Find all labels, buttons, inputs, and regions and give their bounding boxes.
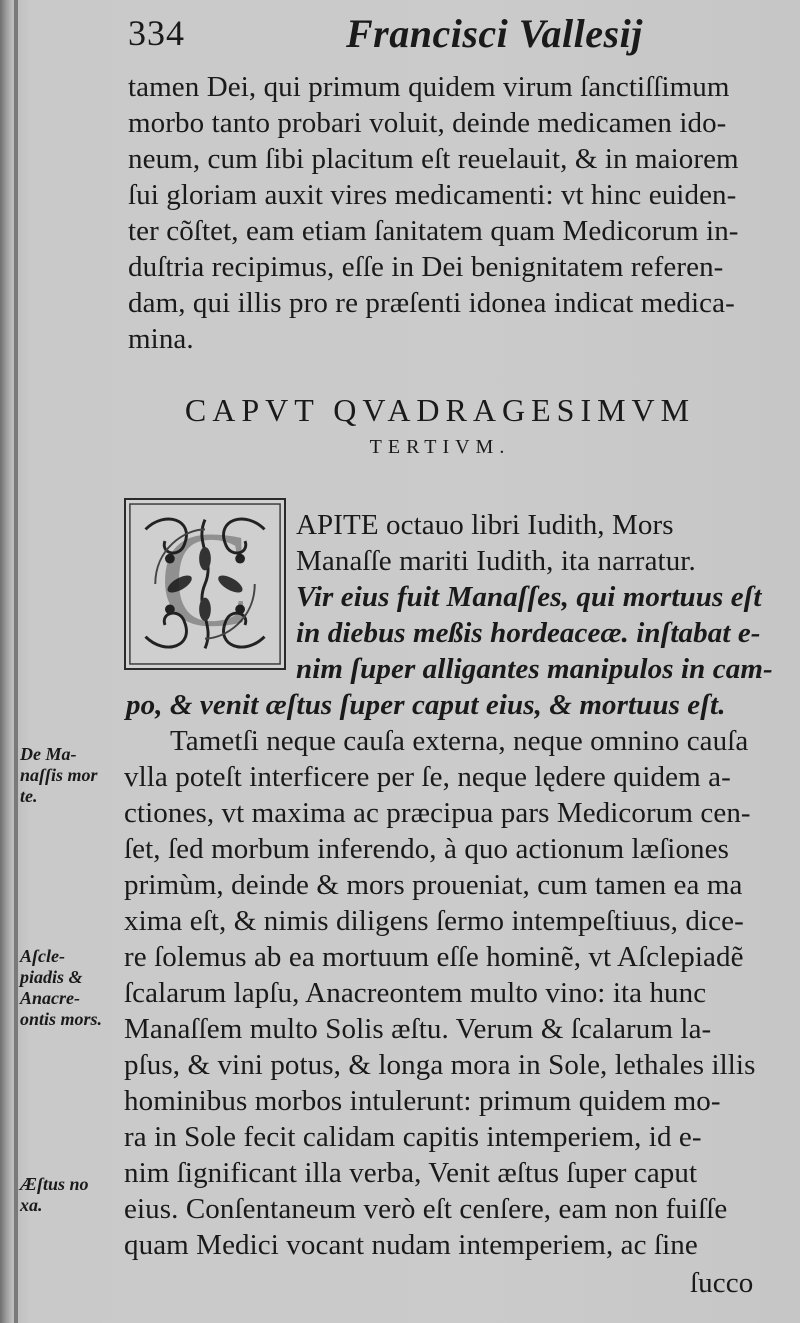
page-number: 334	[128, 13, 185, 53]
text-line: xima eſt, & nimis diligens ſermo intempeſtiuus, dice-	[124, 905, 744, 937]
margin-note: De Ma- naſſis mor te.	[20, 744, 98, 806]
binding-gutter	[14, 0, 18, 1323]
margin-note: Aſcle- piadis & Anacre- ontis mors.	[20, 946, 103, 1029]
text-line: ſet, ſed morbum inferendo, à quo actionum læſiones	[124, 833, 730, 865]
text-line: ter cõſtet, eam etiam ſanitatem quam Medicorum in-	[128, 215, 739, 247]
quotation-line: nim ſuper alligantes manipulos in cam-	[296, 653, 773, 685]
chapter-subheading: TERTIVM.	[369, 436, 511, 458]
running-head	[128, 2, 768, 58]
text-line: ra in Sole fecit calidam capitis intemperiem, id e-	[124, 1121, 702, 1153]
quotation-line: Vir eius fuit Manaſſes, qui mortuus eſt	[296, 581, 762, 613]
text-line: duſtria recipimus, eſſe in Dei benignitatem referen-	[128, 251, 724, 283]
text-line: mina.	[128, 323, 194, 355]
text-line: quam Medici vocant nudam intemperiem, ac ſine	[124, 1229, 698, 1261]
text-line: Manaſſem multo Solis æſtu. Verum & ſcalarum la-	[124, 1013, 712, 1045]
text-line: tamen Dei, qui primum quidem virum ſanctiſſimum	[128, 71, 730, 103]
initial-letter-glyph: C	[159, 502, 251, 655]
text-line: Tametſi neque cauſa externa, neque omnino cauſa	[170, 725, 749, 757]
text-line: eius. Conſentaneum verò eſt cenſere, eam non fuiſſe	[124, 1193, 728, 1225]
text-line: morbo tanto probari voluit, deinde medicamen ido-	[128, 107, 727, 139]
decorated-initial-letter	[124, 498, 286, 670]
text-line: vlla poteſt interficere per ſe, neque lędere quidem a-	[124, 761, 731, 793]
text-line: nim ſignificant illa verba, Venit æſtus ſuper caput	[124, 1157, 698, 1189]
text-line: pſus, & vini potus, & longa mora in Sole, lethales illis	[124, 1049, 756, 1081]
running-title: Francisci Vallesij	[346, 11, 643, 56]
text-line: hominibus morbos intulerunt: primum quidem mo-	[124, 1085, 721, 1117]
text-line: ſcalarum lapſu, Anacreontem multo vino: ita hunc	[124, 977, 707, 1009]
ornament-icon	[126, 500, 284, 668]
text-line: Manaſſe mariti Iudith, ita narratur.	[296, 545, 696, 577]
text-line: ſui gloriam auxit vires medicamenti: vt hinc euiden-	[128, 179, 737, 211]
catchword: ſucco	[690, 1267, 754, 1299]
margin-note: Æſtus no xa.	[20, 1174, 89, 1215]
chapter-heading: CAPVT QVADRAGESIMVM	[184, 392, 696, 428]
text-line: ctiones, vt maxima ac præcipua pars Medicorum cen-	[124, 797, 751, 829]
quotation-line: in diebus meßis hordeaceæ. inſtabat e-	[296, 617, 761, 649]
text-line: APITE octauo libri Iudith, Mors	[296, 509, 674, 541]
text-line: re ſolemus ab ea mortuum eſſe hominẽ, vt Aſclepiadẽ	[124, 941, 744, 973]
quotation-line: po, & venit æſtus ſuper caput eius, & mortuus eſt.	[126, 689, 726, 721]
text-line: neum, cum ſibi placitum eſt reuelauit, & in maiorem	[128, 143, 739, 175]
text-line: dam, qui illis pro re præſenti idonea indicat medica-	[128, 287, 735, 319]
text-line: primùm, deinde & mors proueniat, cum tamen ea ma	[124, 869, 743, 901]
